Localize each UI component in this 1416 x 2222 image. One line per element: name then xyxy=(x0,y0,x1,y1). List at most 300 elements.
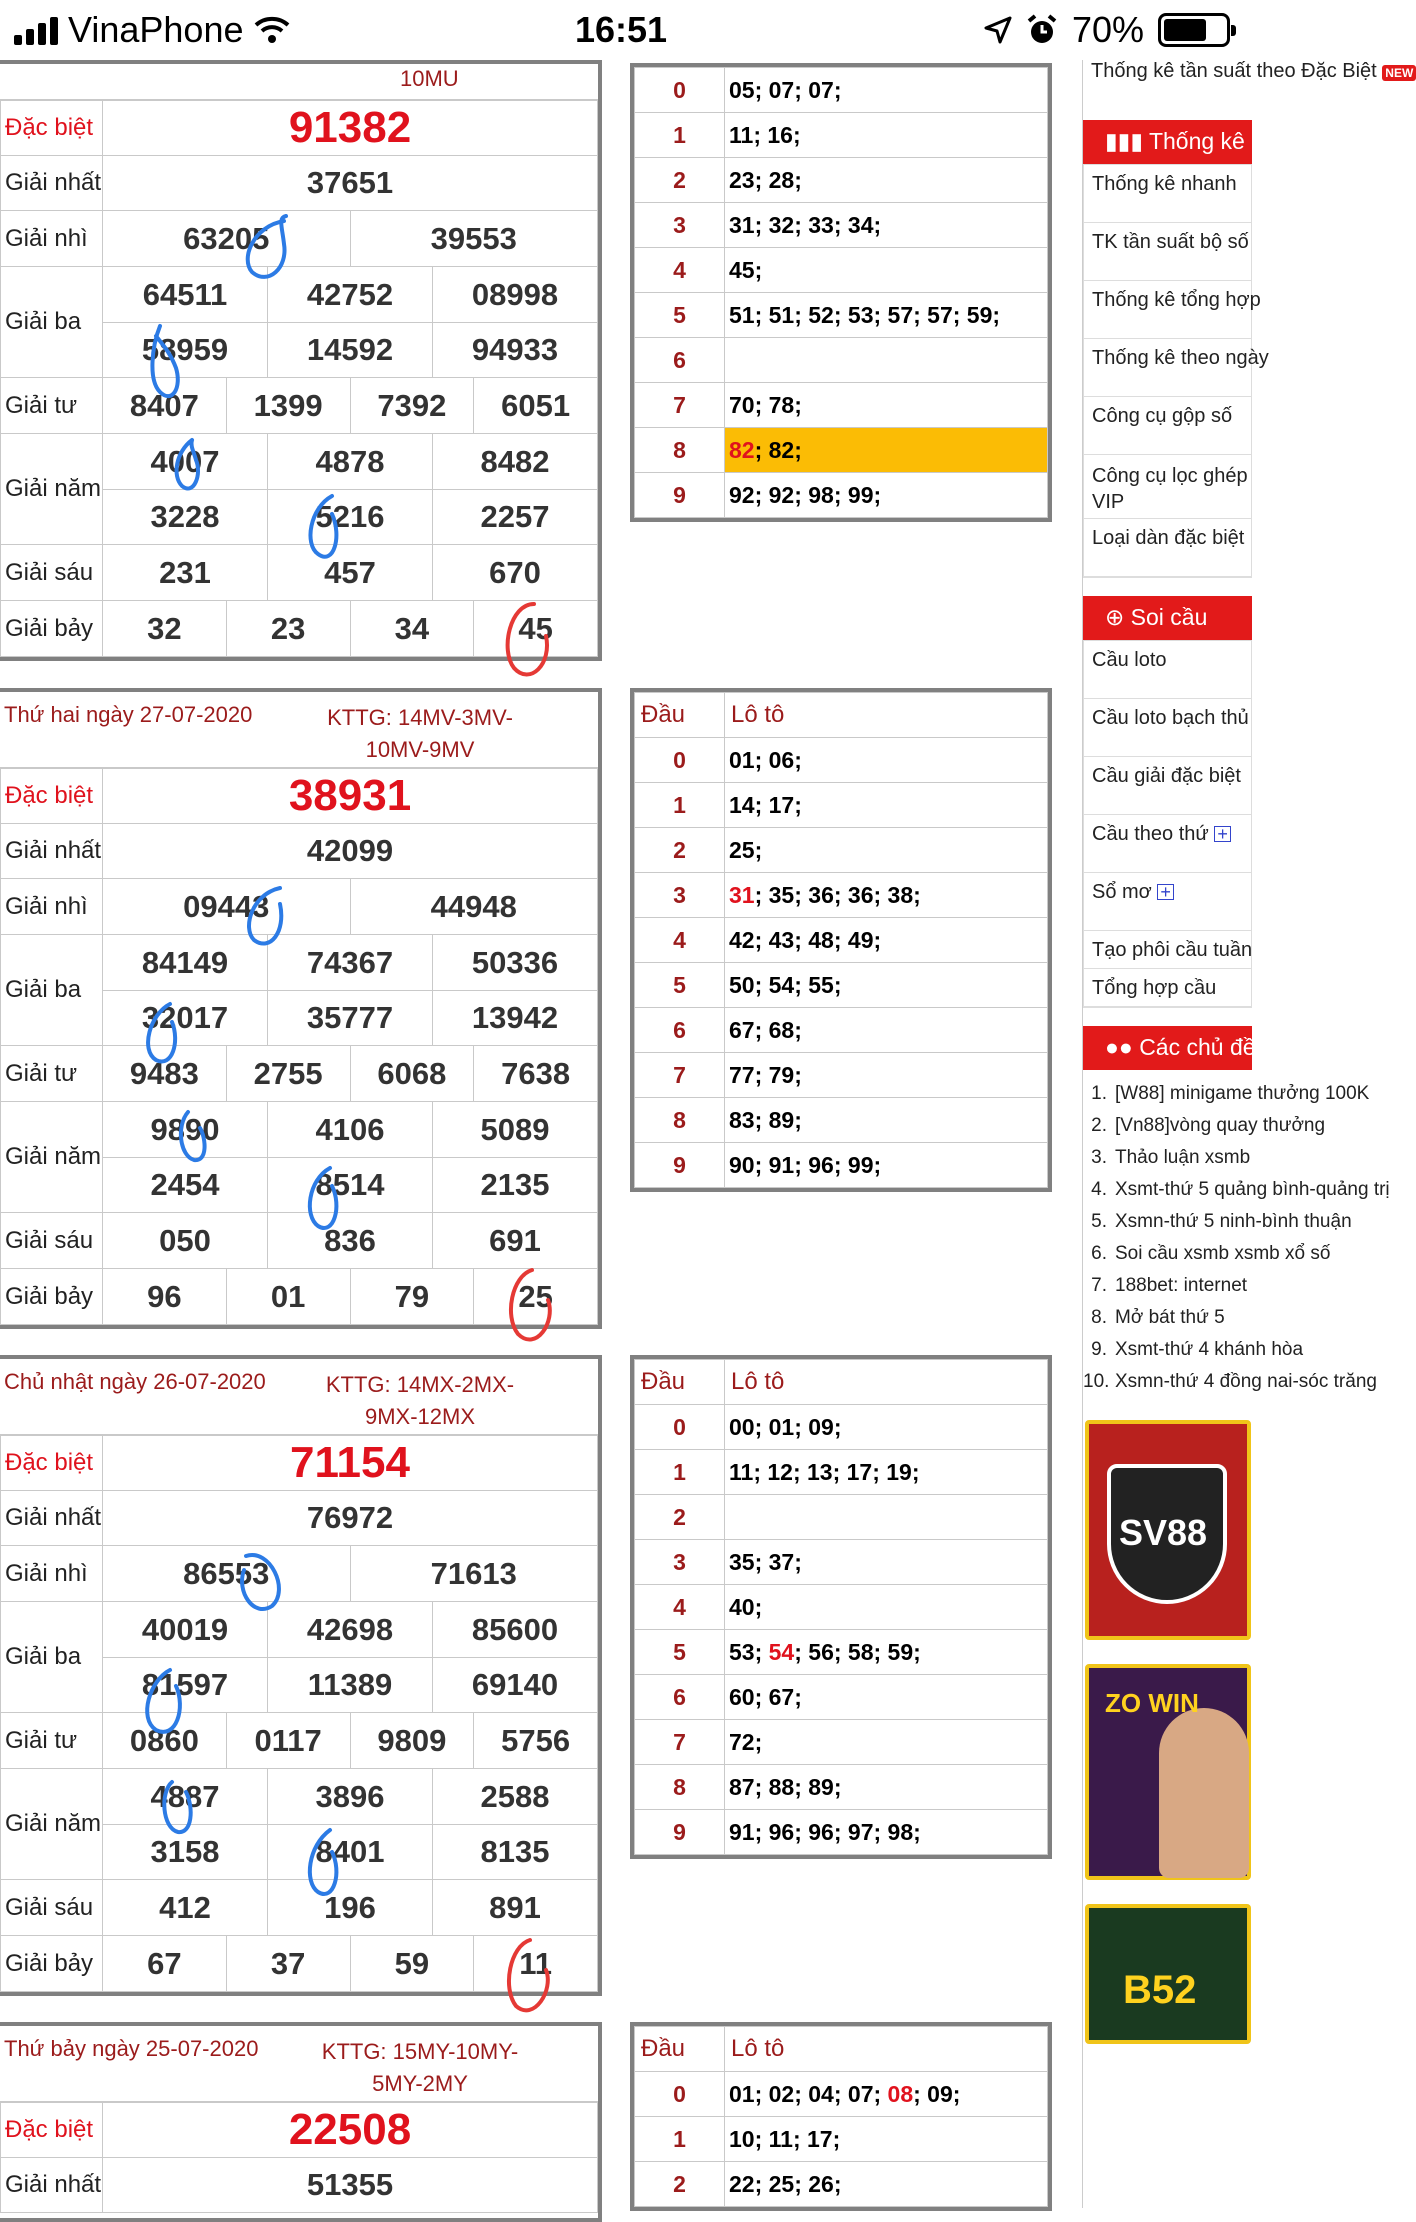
loto-head-digit: 9 xyxy=(635,473,725,518)
loto-value: 91; 96; 96; 97; 98; xyxy=(729,1818,921,1845)
label-p2: Giải nhì xyxy=(1,1546,103,1602)
topic-title: Xsmt-thứ 5 quảng bình-quảng trị xyxy=(1115,1179,1390,1200)
prize-7: 25 xyxy=(473,1269,597,1324)
loto-head-digit: 6 xyxy=(635,1675,725,1720)
loto-row xyxy=(635,1810,1048,1855)
battery-icon xyxy=(1158,13,1230,47)
sidebar-item[interactable]: Công cụ lọc ghép VIP xyxy=(1084,455,1251,519)
loto-table xyxy=(630,63,1052,522)
loto-values xyxy=(725,1405,1048,1450)
prize-4: 0860 xyxy=(129,1722,199,1758)
loto-row xyxy=(635,1053,1048,1098)
prize-7: 59 xyxy=(350,1936,474,1991)
special-prize: 91382 xyxy=(103,101,598,156)
loto-head-digit: 9 xyxy=(635,1143,725,1188)
ad-banner[interactable] xyxy=(1085,1904,1251,2044)
loto-row xyxy=(635,293,1048,338)
prize-7: 67 xyxy=(147,1945,182,1981)
loto-row xyxy=(635,1675,1048,1720)
loto-head-digit: 0 xyxy=(635,1405,725,1450)
ad-banner[interactable] xyxy=(1085,1420,1251,1640)
loto-table xyxy=(630,1355,1052,1859)
loto-head-digit: 6 xyxy=(635,1008,725,1053)
topic-item[interactable] xyxy=(1083,1208,1352,1236)
label-p1: Giải nhất xyxy=(1,156,103,211)
chart-icon: ▮▮▮ xyxy=(1105,128,1149,154)
prize-7: 79 xyxy=(350,1269,474,1324)
loto-head-digit: 3 xyxy=(635,1540,725,1585)
loto-values xyxy=(725,1143,1048,1188)
loto-head-digit: 5 xyxy=(635,1630,725,1675)
prize-5: 5216 xyxy=(267,490,432,544)
prize-5: 2454 xyxy=(150,1167,220,1202)
prize-7: 01 xyxy=(226,1269,350,1324)
location-icon xyxy=(984,16,1012,44)
loto-head-digit: 3 xyxy=(635,873,725,918)
loto-value: 70; 78; xyxy=(729,391,802,418)
loto-values xyxy=(725,783,1048,828)
prize-3: 08998 xyxy=(432,267,597,322)
loto-values xyxy=(725,1540,1048,1585)
label-p3: Giải ba xyxy=(1,267,103,378)
sidebar-item-label: Sổ mơ xyxy=(1092,881,1152,903)
prize-6: 231 xyxy=(159,554,211,590)
loto-head-digit: 9 xyxy=(635,1810,725,1855)
loto-value: 25; xyxy=(729,836,763,863)
loto-row xyxy=(635,2117,1048,2162)
topic-title: Mở bát thứ 5 xyxy=(1115,1307,1225,1328)
loto-values xyxy=(725,1765,1048,1810)
loto-values xyxy=(725,918,1048,963)
loto-row xyxy=(635,1098,1048,1143)
prize-5: 2135 xyxy=(432,1158,597,1212)
ad-logo-text: B52 xyxy=(1123,1968,1197,2012)
sidebar-item[interactable]: Tạo phôi cầu tuần xyxy=(1084,931,1251,969)
prize-2: 86553 xyxy=(183,1555,270,1591)
loto-row xyxy=(635,828,1048,873)
topic-title: Xsmn-thứ 4 đồng nai-sóc trăng xyxy=(1115,1371,1377,1392)
label-p4: Giải tư xyxy=(1,1046,103,1102)
loto-head-digit: 0 xyxy=(635,738,725,783)
ad-banner[interactable] xyxy=(1085,1664,1251,1880)
loto-row xyxy=(635,1008,1048,1053)
prize-4: 8407 xyxy=(129,387,199,423)
loto-values xyxy=(725,428,1048,473)
loto-head-digit: 1 xyxy=(635,113,725,158)
loto-row xyxy=(635,1405,1048,1450)
topic-title: [Vn88]vòng quay thưởng xyxy=(1115,1115,1326,1136)
prize-7: 34 xyxy=(350,601,474,656)
prize-7: 23 xyxy=(226,601,350,656)
prize-7: 32 xyxy=(147,610,182,646)
topic-item[interactable] xyxy=(1083,1176,1390,1204)
special-prize: 22508 xyxy=(103,2103,598,2158)
topic-number: 3. xyxy=(1091,1147,1107,1168)
loto-head-digit: 7 xyxy=(635,1720,725,1765)
prize-3: 69140 xyxy=(432,1658,597,1712)
loto-row xyxy=(635,428,1048,473)
loto-value: 00; 01; 09; xyxy=(729,1413,842,1440)
topic-item[interactable] xyxy=(1083,1304,1252,1332)
label-p5: Giải năm xyxy=(1,1769,103,1880)
label-p4: Giải tư xyxy=(1,378,103,434)
sidebar-item-cau-theo-thu[interactable] xyxy=(1084,815,1251,873)
topic-item[interactable] xyxy=(1083,1112,1326,1140)
loto-values xyxy=(725,1675,1048,1720)
prize-4: 2755 xyxy=(226,1046,350,1101)
sidebar-top-text: Thống kê tần suất theo Đặc Biệt xyxy=(1091,60,1377,82)
section-title-stats xyxy=(1083,120,1252,164)
loto-value: ; 82; xyxy=(754,436,802,463)
loto-head-digit: 3 xyxy=(635,203,725,248)
expand-icon[interactable]: + xyxy=(1214,826,1231,842)
prize-2: 71613 xyxy=(350,1546,598,1601)
loto-table xyxy=(630,688,1052,1192)
loto-row xyxy=(635,203,1048,248)
prize-5: 3896 xyxy=(267,1769,432,1824)
topic-item[interactable] xyxy=(1083,1144,1252,1172)
prize-2: 44948 xyxy=(350,879,598,934)
topic-item[interactable] xyxy=(1083,1336,1304,1364)
loto-row xyxy=(635,1720,1048,1765)
label-p7: Giải bảy xyxy=(1,1936,103,1992)
sidebar xyxy=(1082,60,1414,2208)
loto-value: 87; 88; 89; xyxy=(729,1773,842,1800)
loto-value: 77; 79; xyxy=(729,1061,802,1088)
prize-3: 85600 xyxy=(432,1602,597,1657)
topic-number: 5. xyxy=(1091,1211,1107,1232)
loto-row xyxy=(635,873,1048,918)
sidebar-item-label: Cầu theo thứ xyxy=(1092,823,1209,845)
loto-value: 92; 92; 98; 99; xyxy=(729,481,882,508)
loto-values xyxy=(725,383,1048,428)
ad-logo-text: ZO WIN xyxy=(1105,1688,1199,1718)
label-special: Đặc biệt xyxy=(1,1436,103,1491)
prize-6: 050 xyxy=(159,1222,211,1258)
sidebar-item[interactable]: Tổng hợp cầu xyxy=(1084,969,1251,1007)
loto-value: 35; 37; xyxy=(729,1548,802,1575)
soi-menu xyxy=(1083,640,1252,1008)
topic-title: Xsmt-thứ 4 khánh hòa xyxy=(1115,1339,1304,1360)
loto-values xyxy=(725,963,1048,1008)
loto-head-digit: 5 xyxy=(635,963,725,1008)
result-table xyxy=(0,688,602,1329)
loto-values xyxy=(725,1495,1048,1540)
draw-date: Thứ bảy ngày 25-07-2020 xyxy=(4,2036,259,2061)
prize-4: 6068 xyxy=(350,1046,474,1101)
loto-row xyxy=(635,1495,1048,1540)
loto-value: 11; 12; 13; 17; 19; xyxy=(729,1458,920,1485)
prize-3: 42752 xyxy=(267,267,432,322)
label-p6: Giải sáu xyxy=(1,1880,103,1936)
ad-logo-text: SV88 xyxy=(1119,1512,1208,1553)
loto-values xyxy=(725,2117,1048,2162)
sidebar-item-so-mo[interactable] xyxy=(1084,873,1251,931)
kttg-text: 10MU xyxy=(400,66,459,91)
topic-item[interactable] xyxy=(1083,1272,1252,1300)
column-header-dau: Đầu xyxy=(635,693,725,738)
topic-title: 188bet: internet xyxy=(1115,1275,1248,1296)
clock: 16:51 xyxy=(574,9,668,50)
sidebar-item[interactable]: Loại dàn đặc biệt xyxy=(1084,519,1251,577)
prize-2: 09443 xyxy=(183,888,270,924)
prize-1: 76972 xyxy=(103,1491,598,1546)
topic-number: 10. xyxy=(1083,1371,1110,1392)
loto-values xyxy=(725,1720,1048,1765)
prize-5: 8401 xyxy=(267,1825,432,1879)
column-header-loto: Lô tô xyxy=(725,2027,1048,2072)
loto-row xyxy=(635,738,1048,783)
prize-5: 5089 xyxy=(432,1102,597,1157)
loto-head-digit: 5 xyxy=(635,293,725,338)
prize-7: 11 xyxy=(473,1936,597,1991)
prize-3: 50336 xyxy=(432,935,597,990)
loto-values xyxy=(725,1810,1048,1855)
loto-value: 90; 91; 96; 99; xyxy=(729,1151,882,1178)
loto-values xyxy=(725,203,1048,248)
prize-4: 7392 xyxy=(350,378,474,433)
sidebar-item[interactable]: Cầu loto xyxy=(1084,641,1251,699)
prize-7: 45 xyxy=(473,601,597,656)
prize-6: 457 xyxy=(267,545,432,600)
prize-5: 4007 xyxy=(150,443,220,479)
loto-head-digit: 8 xyxy=(635,428,725,473)
topic-title: Xsmn-thứ 5 ninh-bình thuận xyxy=(1115,1211,1352,1232)
loto-head-digit: 6 xyxy=(635,338,725,383)
result-table xyxy=(0,1355,602,1996)
alarm-icon xyxy=(1026,14,1058,46)
loto-table xyxy=(630,2022,1052,2211)
label-p6: Giải sáu xyxy=(1,1213,103,1269)
loto-head-digit: 7 xyxy=(635,383,725,428)
prize-5: 8482 xyxy=(432,434,597,489)
topic-number: 4. xyxy=(1091,1179,1107,1200)
sidebar-item[interactable]: Thống kê nhanh xyxy=(1084,165,1251,223)
result-table xyxy=(0,60,602,661)
label-p1: Giải nhất xyxy=(1,1491,103,1546)
column-header-loto: Lô tô xyxy=(725,1360,1048,1405)
topic-number: 6. xyxy=(1091,1243,1107,1264)
topic-item[interactable] xyxy=(1083,1240,1331,1268)
loto-values xyxy=(725,293,1048,338)
sidebar-item[interactable]: Công cụ gộp số xyxy=(1084,397,1251,455)
loto-value: 50; 54; 55; xyxy=(729,971,842,998)
prize-1: 37651 xyxy=(103,156,598,211)
loto-row xyxy=(635,158,1048,203)
prize-7: 96 xyxy=(147,1278,182,1314)
label-p6: Giải sáu xyxy=(1,545,103,601)
loto-head-digit: 4 xyxy=(635,248,725,293)
prize-6: 670 xyxy=(432,545,597,600)
loto-head-digit: 1 xyxy=(635,783,725,828)
loto-values xyxy=(725,158,1048,203)
status-bar xyxy=(0,0,1242,60)
loto-value: ; 09; xyxy=(913,2080,961,2107)
topic-title: Thảo luận xsmb xyxy=(1115,1147,1251,1168)
label-p2: Giải nhì xyxy=(1,211,103,267)
prize-6: 196 xyxy=(267,1880,432,1935)
kttg-text: KTTG: 14MX-2MX-9MX-12MX xyxy=(325,1372,515,1429)
prize-3: 13942 xyxy=(432,991,597,1045)
prize-2: 39553 xyxy=(350,211,598,266)
loto-head-digit: 4 xyxy=(635,1585,725,1630)
loto-head-digit: 1 xyxy=(635,1450,725,1495)
prize-5: 2257 xyxy=(432,490,597,544)
users-icon: ●● xyxy=(1105,1034,1140,1060)
loto-values xyxy=(725,473,1048,518)
label-p5: Giải năm xyxy=(1,434,103,545)
sidebar-top-link[interactable] xyxy=(1083,60,1414,106)
loto-values xyxy=(725,873,1048,918)
prize-3: 81597 xyxy=(141,1667,229,1702)
loto-row xyxy=(635,918,1048,963)
loto-value: ; 56; 58; 59; xyxy=(794,1638,921,1665)
topic-item[interactable] xyxy=(1083,1080,1370,1108)
label-p3: Giải ba xyxy=(1,1602,103,1713)
loto-row xyxy=(635,248,1048,293)
loto-value: ; 35; 36; 36; 38; xyxy=(754,881,921,908)
label-special: Đặc biệt xyxy=(1,769,103,824)
section-soi-label: Soi cầu xyxy=(1130,604,1208,630)
prize-3: 11389 xyxy=(267,1658,432,1712)
sidebar-item[interactable]: Thống kê theo ngày xyxy=(1084,339,1251,397)
loto-head-digit: 8 xyxy=(635,1765,725,1810)
loto-values xyxy=(725,2072,1048,2117)
prize-3: 58959 xyxy=(141,332,229,367)
section-topics-label: Các chủ đề xyxy=(1139,1034,1256,1060)
loto-value: 42; 43; 48; 49; xyxy=(729,926,882,953)
label-p1: Giải nhất xyxy=(1,824,103,879)
prize-4: 9483 xyxy=(129,1055,199,1091)
loto-value: 60; 67; xyxy=(729,1683,802,1710)
stats-menu xyxy=(1083,164,1269,578)
label-p1: Giải nhất xyxy=(1,2158,103,2213)
loto-head-digit: 2 xyxy=(635,1495,725,1540)
label-p7: Giải bảy xyxy=(1,601,103,657)
label-p4: Giải tư xyxy=(1,1713,103,1769)
expand-icon[interactable]: + xyxy=(1157,884,1174,900)
loto-row xyxy=(635,473,1048,518)
prize-5: 8514 xyxy=(267,1158,432,1212)
loto-values xyxy=(725,1098,1048,1143)
prize-5: 4106 xyxy=(267,1102,432,1157)
loto-head-digit: 2 xyxy=(635,828,725,873)
loto-value: 31; 32; 33; 34; xyxy=(729,211,882,238)
loto-value-highlight: 82 xyxy=(729,436,755,463)
draw-date: Thứ hai ngày 27-07-2020 xyxy=(4,702,253,727)
loto-row xyxy=(635,963,1048,1008)
prize-7: 37 xyxy=(226,1936,350,1991)
loto-values xyxy=(725,1585,1048,1630)
topic-title: Soi cầu xsmb xsmb xổ số xyxy=(1115,1243,1331,1264)
kttg-text: KTTG: 15MY-10MY-5MY-2MY xyxy=(321,2039,519,2096)
loto-value: 51; 51; 52; 53; 57; 57; 59; xyxy=(729,301,1001,328)
loto-head-digit: 7 xyxy=(635,1053,725,1098)
loto-values xyxy=(725,2162,1048,2207)
loto-values xyxy=(725,248,1048,293)
loto-value: 05; 07; 07; xyxy=(729,76,842,103)
loto-value: 01; 02; 04; 07; xyxy=(729,2080,888,2107)
prize-6: 836 xyxy=(267,1213,432,1268)
loto-values xyxy=(725,1630,1048,1675)
loto-header-row xyxy=(635,2027,1048,2072)
loto-value-highlight: 31 xyxy=(729,881,755,908)
loto-head-digit: 0 xyxy=(635,2072,725,2117)
prize-1: 42099 xyxy=(103,824,598,879)
prize-5: 9890 xyxy=(150,1111,220,1147)
label-special: Đặc biệt xyxy=(1,2103,103,2158)
loto-row xyxy=(635,338,1048,383)
prize-3: 35777 xyxy=(267,991,432,1045)
loto-value: 10; 11; 17; xyxy=(729,2125,841,2152)
loto-values xyxy=(725,1053,1048,1098)
loto-row xyxy=(635,783,1048,828)
loto-header-row xyxy=(635,1360,1048,1405)
prize-6: 691 xyxy=(432,1213,597,1268)
loto-row xyxy=(635,1765,1048,1810)
sidebar-item[interactable]: Cầu giải đặc biệt xyxy=(1084,757,1251,815)
column-header-loto: Lô tô xyxy=(725,693,1048,738)
prize-3: 32017 xyxy=(141,1000,229,1035)
prize-3: 74367 xyxy=(267,935,432,990)
loto-value-highlight: 54 xyxy=(768,1638,795,1665)
sidebar-item[interactable]: Cầu loto bạch thủ xyxy=(1084,699,1251,757)
loto-row xyxy=(635,1630,1048,1675)
loto-head-digit: 2 xyxy=(635,158,725,203)
prize-3: 84149 xyxy=(141,944,229,980)
loto-head-digit: 4 xyxy=(635,918,725,963)
loto-header-row xyxy=(635,693,1048,738)
loto-value: 83; 89; xyxy=(729,1106,802,1133)
sidebar-item[interactable]: Thống kê tổng hợp xyxy=(1084,281,1251,339)
section-title-topics xyxy=(1083,1026,1256,1070)
loto-values xyxy=(725,338,1048,383)
special-prize: 71154 xyxy=(103,1436,598,1491)
prize-5: 4887 xyxy=(150,1778,220,1814)
prize-2: 63205 xyxy=(183,220,270,256)
column-header-dau: Đầu xyxy=(635,1360,725,1405)
draw-date: Chủ nhật ngày 26-07-2020 xyxy=(4,1369,266,1394)
loto-head-digit: 1 xyxy=(635,2117,725,2162)
loto-value-highlight: 08 xyxy=(887,2080,914,2107)
topic-number: 7. xyxy=(1091,1275,1107,1296)
prize-6: 891 xyxy=(432,1880,597,1935)
loto-value: 40; xyxy=(729,1593,763,1620)
section-stats-label: Thống kê xyxy=(1148,128,1245,154)
prize-5: 2588 xyxy=(432,1769,597,1824)
prize-4: 1399 xyxy=(226,378,350,433)
carrier-name: VinaPhone xyxy=(68,9,244,50)
label-p5: Giải năm xyxy=(1,1102,103,1213)
label-p3: Giải ba xyxy=(1,935,103,1046)
loto-row xyxy=(635,383,1048,428)
topic-number: 9. xyxy=(1091,1339,1107,1360)
loto-head-digit: 0 xyxy=(635,68,725,113)
sidebar-item[interactable]: TK tần suất bộ số xyxy=(1084,223,1251,281)
prize-5: 3158 xyxy=(150,1834,220,1869)
result-table xyxy=(0,2022,602,2222)
loto-row xyxy=(635,113,1048,158)
loto-head-digit: 2 xyxy=(635,2162,725,2207)
loto-value: 01; 06; xyxy=(729,746,802,773)
topic-number: 1. xyxy=(1091,1083,1107,1104)
loto-row xyxy=(635,1143,1048,1188)
topic-item[interactable] xyxy=(1083,1368,1377,1396)
label-special: Đặc biệt xyxy=(1,101,103,156)
loto-value: 72; xyxy=(729,1728,763,1755)
loto-values xyxy=(725,1008,1048,1053)
loto-row xyxy=(635,1585,1048,1630)
